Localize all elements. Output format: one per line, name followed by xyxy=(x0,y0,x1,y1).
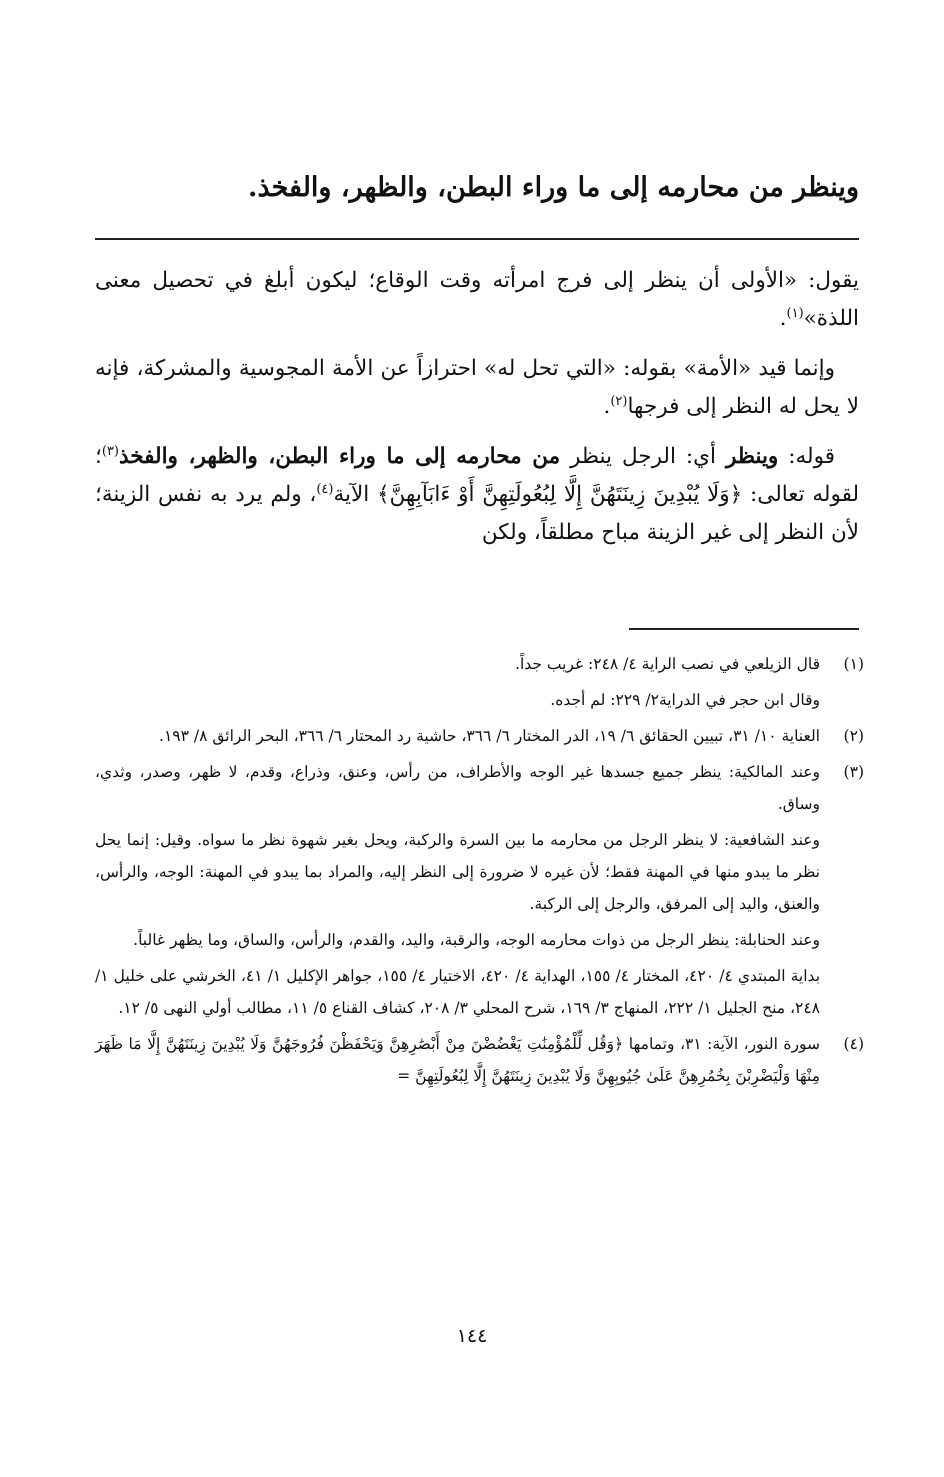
footnote-line: سورة النور، الآية: ٣١، وتمامها ﴿وَقُل لِّلْمُؤْمِنَٰتِ يَغْضُضْنَ مِنْ أَبْصَٰرِهِنَّ وَيَحْفَظْنَ فُرُوجَهُنَّ وَلَا يُبْدِينَ زِينَتَهُنَّ إِلَّا مَا ظَهَرَ مِنْهَا وَلْيَضْرِبْنَ بِخُمُرِهِنَّ عَلَىٰ جُيُوبِهِنَّ وَلَا يُبْدِينَ زِينَتَهُنَّ إِلَّا لِبُعُولَتِهِنَّ = xyxy=(95,1035,821,1085)
paragraph-text: أي: الرجل ينظر xyxy=(560,444,726,469)
footnote-number: (٤) xyxy=(843,1035,864,1053)
paragraph-text: يقول: «الأولى أن ينظر إلى فرج امرأته وقت الوقاع؛ ليكون أبلغ في تحصيل معنى اللذة» xyxy=(95,268,859,331)
paragraph-end: . xyxy=(779,306,787,331)
paragraph-text: ، ولم يرد به نفس الزينة؛ لأن النظر إلى غير الزينة مباح مطلقاً، ولكن xyxy=(95,482,859,545)
footnote-number: (١) xyxy=(843,655,864,673)
footnote-number: (٣) xyxy=(843,763,864,781)
footnotes xyxy=(95,648,864,1096)
paragraph-text: ؛ لقوله تعالى: ﴿وَلَا يُبْدِينَ زِينَتَهُنَّ إِلَّا لِبُعُولَتِهِنَّ أَوْ ءَابَآبِهِنَّ﴾ الآية xyxy=(95,444,859,507)
matn-quote: من محارمه إلى ما وراء البطن، والظهر، والفخذ xyxy=(118,444,561,469)
footnote-line: بداية المبتدي ٤/ ٤٢٠، المختار ٤/ ١٥٥، الهداية ٤/ ٤٢٠، الاختيار ٤/ ١٥٥، جواهر الإكليل ١/ ٤١، الخرشي على خليل ١/ ٢٤٨، منح الجليل ١/ ٢٢٢، المنهاج ٣/ ١٦٩، شرح المحلي ٣/ ٢٠٨، كشاف القناع ٥/ ١١، مطالب أولي النهى ٥/ ١٢. xyxy=(95,967,821,1017)
footnote-3 xyxy=(95,756,864,1024)
page-number: ١٤٤ xyxy=(456,1325,488,1347)
paragraph-text: وإنما قيد «الأمة» بقوله: «التي تحل له» احترازاً عن الأمة المجوسية والمشركة، فإنه لا يحل له النظر إلى فرجها xyxy=(95,356,859,419)
paragraph-text: قوله: xyxy=(778,444,835,469)
heading-divider xyxy=(95,238,859,240)
footnote-number: (٢) xyxy=(843,727,864,745)
footnote-line: وعند الحنابلة: ينظر الرجل من ذوات محارمه الوجه، والرقبة، واليد، والقدم، والرأس، والساق، وما يظهر غالباً. xyxy=(133,931,820,949)
section-heading: وينظر من محارمه إلى ما وراء البطن، والظهر، والفخذ. xyxy=(248,172,859,203)
matn-quote: وينظر xyxy=(725,444,779,469)
footnote-line: العناية ١٠/ ٣١، تبيين الحقائق ٦/ ١٩، الدر المختار ٦/ ٣٦٦، حاشية رد المحتار ٦/ ٣٦٦، البحر الرائق ٨/ ١٩٣. xyxy=(159,727,820,745)
footnote-2 xyxy=(95,720,864,752)
footnote-line: وعند الشافعية: لا ينظر الرجل من محارمه ما بين السرة والركبة، ويحل بغير شهوة نظر ما سواه. وقيل: إنما يحل نظر ما يبدو منها في المهنة فقط؛ لأن غيره لا ضرورة إلى النظر إليه، والمراد بما يبدو في المهنة: الوجه، والرأس، والعنق، واليد إلى المرفق، والرجل إلى الركبة. xyxy=(95,831,820,913)
footnote-line: وعند المالكية: ينظر جميع جسدها غير الوجه والأطراف، من رأس، وعنق، وذراع، وقدم، لا ظهر، وصدر، وثدي، وساق. xyxy=(95,763,820,813)
paragraph-end: . xyxy=(603,394,611,419)
footnote-ref[interactable]: (١) xyxy=(786,305,804,321)
footnote-line: وقال ابن حجر في الدراية٢/ ٢٢٩: لم أجده. xyxy=(550,691,820,709)
footnote-ref[interactable]: (٤) xyxy=(316,481,334,497)
paragraph-1 xyxy=(95,262,859,338)
footnote-line: قال الزيلعي في نصب الراية ٤/ ٢٤٨: غريب جداً. xyxy=(515,655,820,673)
paragraph-2 xyxy=(95,350,859,426)
commentary-text xyxy=(95,262,859,564)
footnote-ref[interactable]: (٣) xyxy=(101,443,119,459)
footnote-divider xyxy=(629,628,859,630)
paragraph-3 xyxy=(95,438,859,552)
footnote-ref[interactable]: (٢) xyxy=(610,393,628,409)
footnote-4 xyxy=(95,1028,864,1092)
footnote-1 xyxy=(95,648,864,716)
